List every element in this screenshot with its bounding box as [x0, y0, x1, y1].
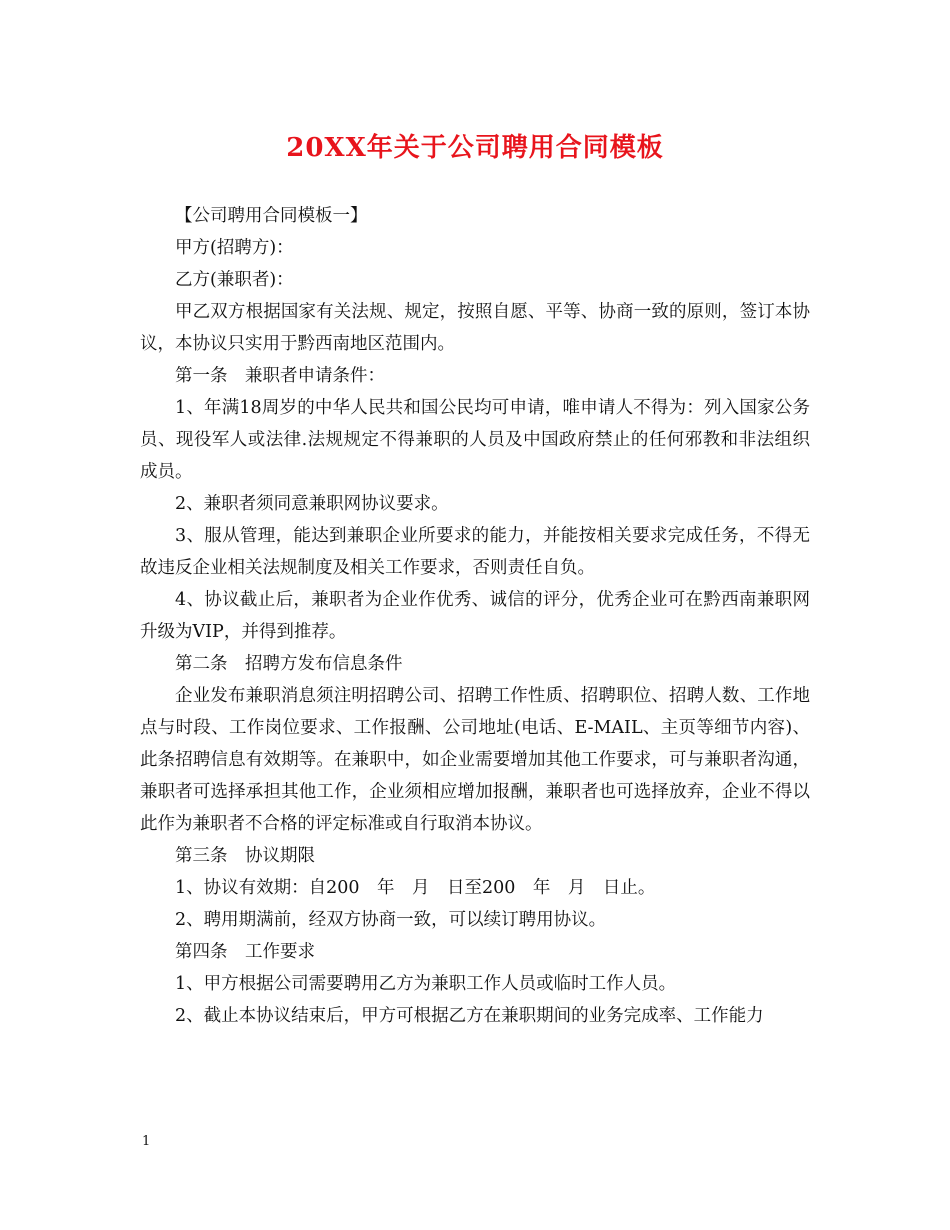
party-b-line: 乙方(兼职者)：	[175, 270, 294, 290]
article-1-clause-4: 4、协议截止后，兼职者为企业作优秀、诚信的评分，优秀企业可在黔西南兼职网升级为VIP，并得到推荐。	[140, 590, 810, 642]
article-2-heading: 第二条 招聘方发布信息条件	[175, 654, 403, 674]
article-3-heading: 第三条 协议期限	[175, 846, 315, 866]
document-title: 20XX年关于公司聘用合同模板	[286, 133, 664, 163]
article-3-clause-2: 2、聘用期满前，经双方协商一致，可以续订聘用协议。	[175, 910, 607, 930]
page-number: 1	[142, 1134, 151, 1149]
article-1-clause-2: 2、兼职者须同意兼职网协议要求。	[175, 494, 449, 514]
preamble-paragraph: 甲乙双方根据国家有关法规、规定，按照自愿、平等、协商一致的原则，签订本协议，本协议只实用于黔西南地区范围内。	[140, 302, 810, 354]
party-a-line: 甲方(招聘方)：	[175, 238, 294, 258]
article-3-clause-1: 1、协议有效期：自200 年 月 日至200 年 月 日止。	[175, 878, 656, 898]
article-4-clause-1: 1、甲方根据公司需要聘用乙方为兼职工作人员或临时工作人员。	[175, 974, 677, 994]
article-1-clause-1: 1、年满18周岁的中华人民共和国公民均可申请，唯申请人不得为：列入国家公务员、现役军人或法律.法规规定不得兼职的人员及中国政府禁止的任何邪教和非法组织成员。	[140, 398, 810, 482]
document-body	[140, 200, 810, 1032]
article-4-heading: 第四条 工作要求	[175, 942, 315, 962]
section-heading: 【公司聘用合同模板一】	[175, 206, 368, 226]
article-4-clause-2: 2、截止本协议结束后，甲方可根据乙方在兼职期间的业务完成率、工作能力	[175, 1006, 764, 1026]
article-2-paragraph: 企业发布兼职消息须注明招聘公司、招聘工作性质、招聘职位、招聘人数、工作地点与时段、工作岗位要求、工作报酬、公司地址(电话、E-MAIL、主页等细节内容)、此条招聘信息有效期等。在兼职中，如企业需要增加其他工作要求，可与兼职者沟通，兼职者可选择承担其他工作，企业须相应增加报酬，兼职者也可选择放弃，企业不得以此作为兼职者不合格的评定标准或自行取消本协议。	[140, 686, 810, 834]
article-1-clause-3: 3、服从管理，能达到兼职企业所要求的能力，并能按相关要求完成任务，不得无故违反企业相关法规制度及相关工作要求，否则责任自负。	[140, 526, 810, 578]
article-1-heading: 第一条 兼职者申请条件：	[175, 366, 385, 386]
